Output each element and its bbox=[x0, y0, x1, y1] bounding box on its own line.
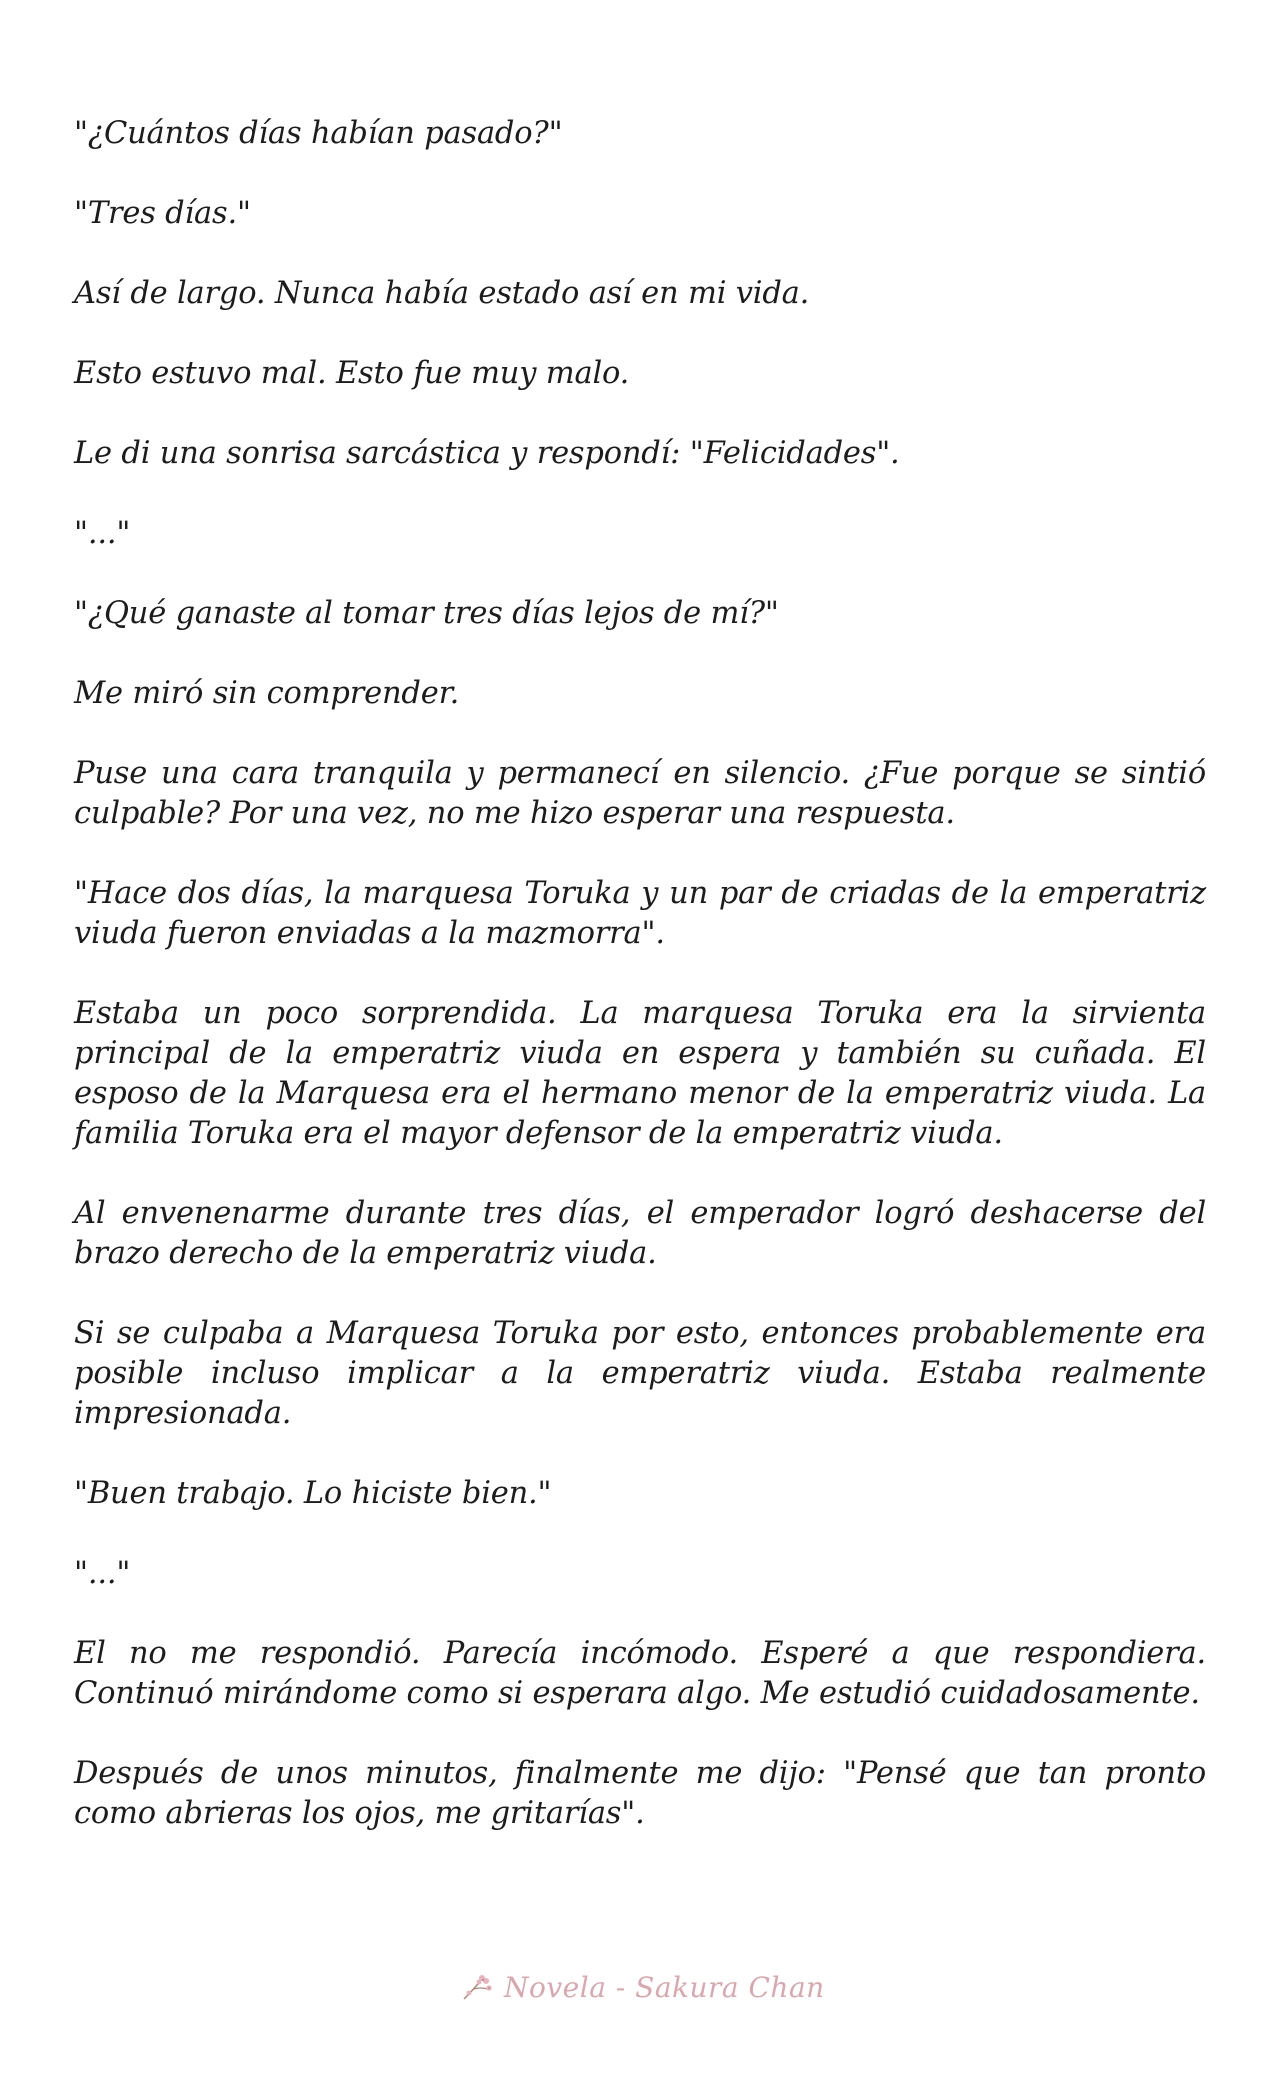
paragraph: "¿Cuántos días habían pasado?" bbox=[74, 116, 563, 151]
paragraph: "..." bbox=[74, 516, 131, 551]
paragraph: "..." bbox=[74, 1556, 131, 1591]
paragraph: Al envenenarme durante tres días, el emperador logró deshacerse del brazo derecho de la emperatriz viuda. bbox=[74, 1196, 1206, 1271]
paragraph: Puse una cara tranquila y permanecí en silencio. ¿Fue porque se sintió culpable? Por una vez, no me hizo esperar una respuesta. bbox=[74, 756, 1206, 831]
paragraph: "Hace dos días, la marquesa Toruka y un par de criadas de la emperatriz viuda fueron enviadas a la mazmorra". bbox=[74, 876, 1206, 951]
cherry-blossom-icon bbox=[460, 1969, 496, 2005]
paragraph: El no me respondió. Parecía incómodo. Esperé a que respondiera. Continuó mirándome como si esperara algo. Me estudió cuidadosamente. bbox=[74, 1636, 1206, 1711]
paragraph: Si se culpaba a Marquesa Toruka por esto, entonces probablemente era posible incluso implicar a la emperatriz viuda. Estaba realmente impresionada. bbox=[74, 1316, 1206, 1431]
paragraph: "Buen trabajo. Lo hiciste bien." bbox=[74, 1476, 552, 1511]
paragraph: Le di una sonrisa sarcástica y respondí: "Felicidades". bbox=[74, 436, 900, 471]
watermark-text: Novela - Sakura Chan bbox=[504, 1970, 825, 2004]
paragraph: Después de unos minutos, finalmente me dijo: "Pensé que tan pronto como abrieras los ojos, me gritarías". bbox=[74, 1756, 1206, 1831]
paragraph: Así de largo. Nunca había estado así en mi vida. bbox=[74, 276, 810, 311]
document-body bbox=[74, 114, 1206, 1874]
paragraph: Me miró sin comprender. bbox=[74, 676, 460, 711]
paragraph: "Tres días." bbox=[74, 196, 251, 231]
paragraph: Estaba un poco sorprendida. La marquesa Toruka era la sirvienta principal de la emperatriz viuda en espera y también su cuñada. El esposo de la Marquesa era el hermano menor de la emperatriz viuda. La familia Toruka era el mayor defensor de la emperatriz viuda. bbox=[74, 996, 1206, 1151]
paragraph: "¿Qué ganaste al tomar tres días lejos de mí?" bbox=[74, 596, 779, 631]
watermark bbox=[460, 1965, 840, 2009]
paragraph: Esto estuvo mal. Esto fue muy malo. bbox=[74, 356, 630, 391]
